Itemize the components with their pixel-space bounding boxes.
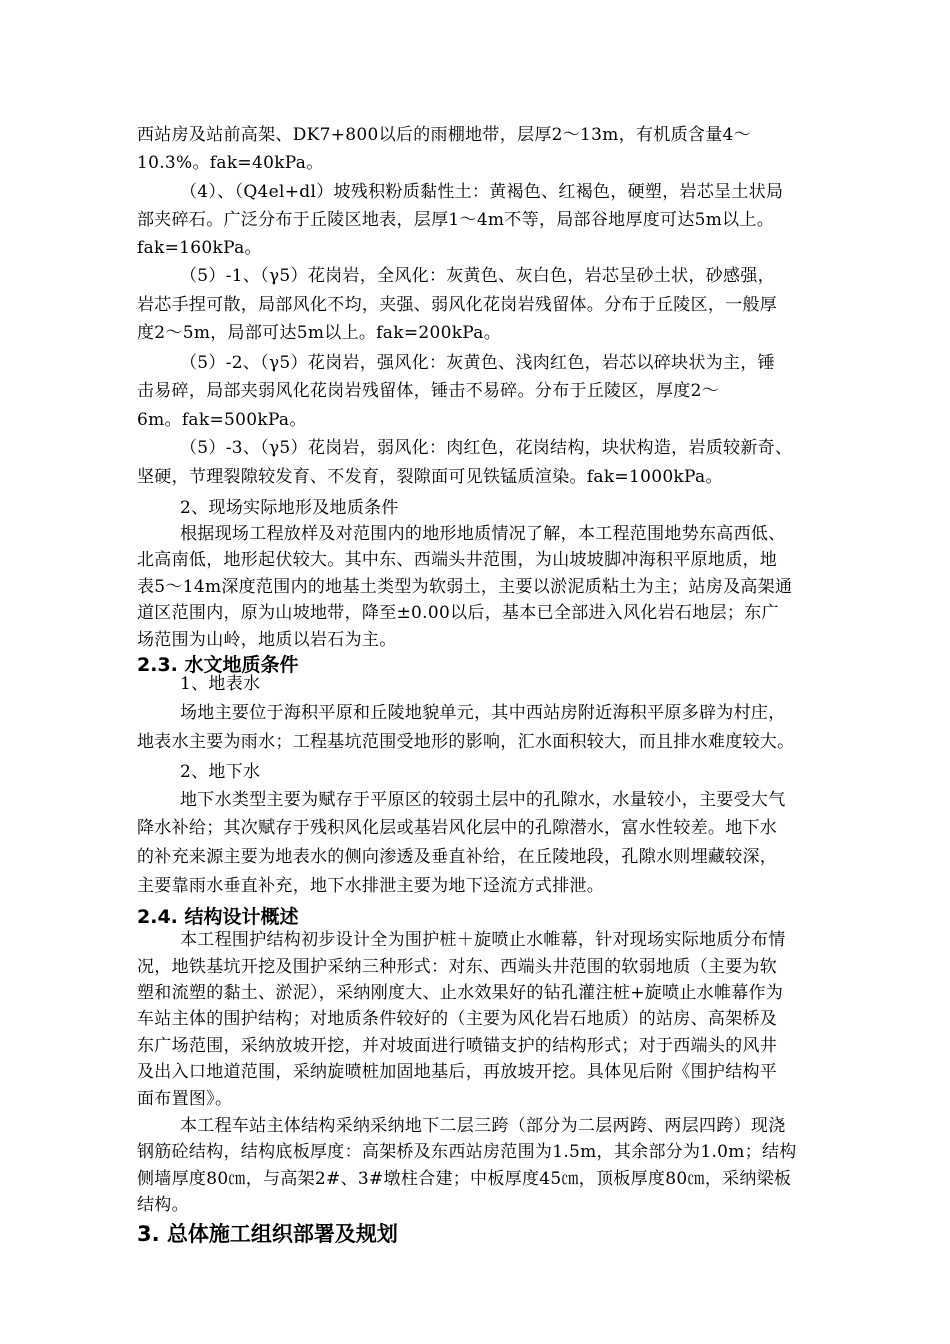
text-line: 本工程围护结构初步设计全为围护桩＋旋喷止水帷幕，针对现场实际地质分布情 bbox=[180, 930, 786, 950]
text-line: （5）-3、（γ5）花岗岩，弱风化：肉红色，花岗结构，块状构造，岩质较新奇、 bbox=[180, 438, 793, 458]
text-line: 面布置图》。 bbox=[137, 1089, 233, 1109]
text-line: 度2～5m，局部可达5m以上。fak=200kPa。 bbox=[137, 323, 502, 343]
text-line: 西站房及站前高架、DK7+800以后的雨棚地带，层厚2～13m，有机质含量4～ bbox=[137, 125, 751, 145]
section-heading-2-4: 2.4. 结构设计概述 bbox=[137, 906, 299, 928]
chapter-heading-3: 3. 总体施工组织部署及规划 bbox=[137, 1222, 398, 1246]
text-line: 6m。fak=500kPa。 bbox=[137, 410, 307, 430]
text-line: 2、现场实际地形及地质条件 bbox=[180, 498, 399, 518]
text-line: 降水补给；其次赋存于残积风化层或基岩风化层中的孔隙潜水，富水性较差。地下水 bbox=[137, 818, 778, 838]
text-line: 侧墙厚度80㎝，与高架2#、3#墩柱合建；中板厚度45㎝，顶板厚度80㎝，采纳梁板 bbox=[137, 1169, 792, 1189]
text-line: 钢筋砼结构，结构底板厚度：高架桥及东西站房范围为1.5m，其余部分为1.0m；结构 bbox=[137, 1142, 797, 1162]
text-line: 2、地下水 bbox=[180, 762, 261, 782]
text-line: fak=160kPa。 bbox=[137, 238, 262, 258]
text-line: 主要靠雨水垂直补充，地下水排泄主要为地下迳流方式排泄。 bbox=[137, 876, 605, 896]
text-line: （5）-1、（γ5）花岗岩，全风化：灰黄色、灰白色，岩芯呈砂土状，砂感强， bbox=[180, 266, 775, 286]
text-line: （5）-2、（γ5）花岗岩，强风化：灰黄色、浅肉红色，岩芯以碎块状为主，锤 bbox=[180, 353, 775, 373]
text-line: 地表水主要为雨水；工程基坑范围受地形的影响，汇水面积较大，而且排水难度较大。 bbox=[137, 732, 795, 752]
text-line: 场地主要位于海积平原和丘陵地貌单元，其中西站房附近海积平原多辟为村庄， bbox=[180, 703, 786, 723]
text-line: 10.3%。fak=40kPa。 bbox=[137, 153, 324, 173]
text-line: 结构。 bbox=[137, 1195, 189, 1215]
text-line: 北高南低，地形起伏较大。其中东、西端头井范围，为山坡坡脚冲海积平原地质，地 bbox=[137, 550, 778, 570]
text-line: 本工程车站主体结构采纳采纳地下二层三跨（部分为二层两跨、两层四跨）现浇 bbox=[180, 1116, 786, 1136]
text-line: 岩芯手捏可散，局部风化不均，夹强、弱风化花岗岩残留体。分布于丘陵区，一般厚 bbox=[137, 295, 778, 315]
text-line: 的补充来源主要为地表水的侧向渗透及垂直补给，在丘陵地段，孔隙水则埋藏较深， bbox=[137, 847, 778, 867]
text-line: 场范围为山岭，地质以岩石为主。 bbox=[137, 630, 397, 650]
text-line: 根据现场工程放样及对范围内的地形地质情况了解，本工程范围地势东高西低、 bbox=[180, 524, 786, 544]
text-line: 况，地铁基坑开挖及围护采纳三种形式：对东、西端头井范围的软弱地质（主要为软 bbox=[137, 957, 778, 977]
text-line: 表5～14m深度范围内的地基土类型为软弱土，主要以淤泥质粘土为主；站房及高架通 bbox=[137, 577, 793, 597]
text-line: 东广场范围，采纳放坡开挖，并对坡面进行喷锚支护的结构形式；对于西端头的风井 bbox=[137, 1036, 778, 1056]
text-line: 坚硬，节理裂隙较发育、不发育，裂隙面可见铁锰质渲染。fak=1000kPa。 bbox=[137, 467, 723, 487]
section-heading-2-3: 2.3. 水文地质条件 bbox=[137, 654, 299, 676]
text-line: 塑和流塑的黏土、淤泥），采纳刚度大、止水效果好的钻孔灌注桩+旋喷止水帷幕作为 bbox=[137, 983, 784, 1003]
text-line: 及出入口地道范围，采纳旋喷桩加固地基后，再放坡开挖。具体见后附《围护结构平 bbox=[137, 1062, 778, 1082]
text-line: 部夹碎石。广泛分布于丘陵区地表，层厚1～4m不等，局部谷地厚度可达5m以上。 bbox=[137, 210, 775, 230]
text-line: 击易碎，局部夹弱风化花岗岩残留体，锤击不易碎。分布于丘陵区，厚度2～ bbox=[137, 381, 720, 401]
text-line: 地下水类型主要为赋存于平原区的较弱土层中的孔隙水，水量较小，主要受大气 bbox=[180, 790, 786, 810]
text-line: （4）、（Q4el+dl）坡残积粉质黏性土：黄褐色、红褐色，硬塑，岩芯呈土状局 bbox=[180, 182, 784, 202]
text-line: 道区范围内，原为山坡地带，降至±0.00以后，基本已全部进入风化岩石地层；东广 bbox=[137, 603, 779, 623]
text-line: 1、地表水 bbox=[180, 674, 261, 694]
text-line: 车站主体的围护结构；对地质条件较好的（主要为风化岩石地质）的站房、高架桥及 bbox=[137, 1009, 778, 1029]
